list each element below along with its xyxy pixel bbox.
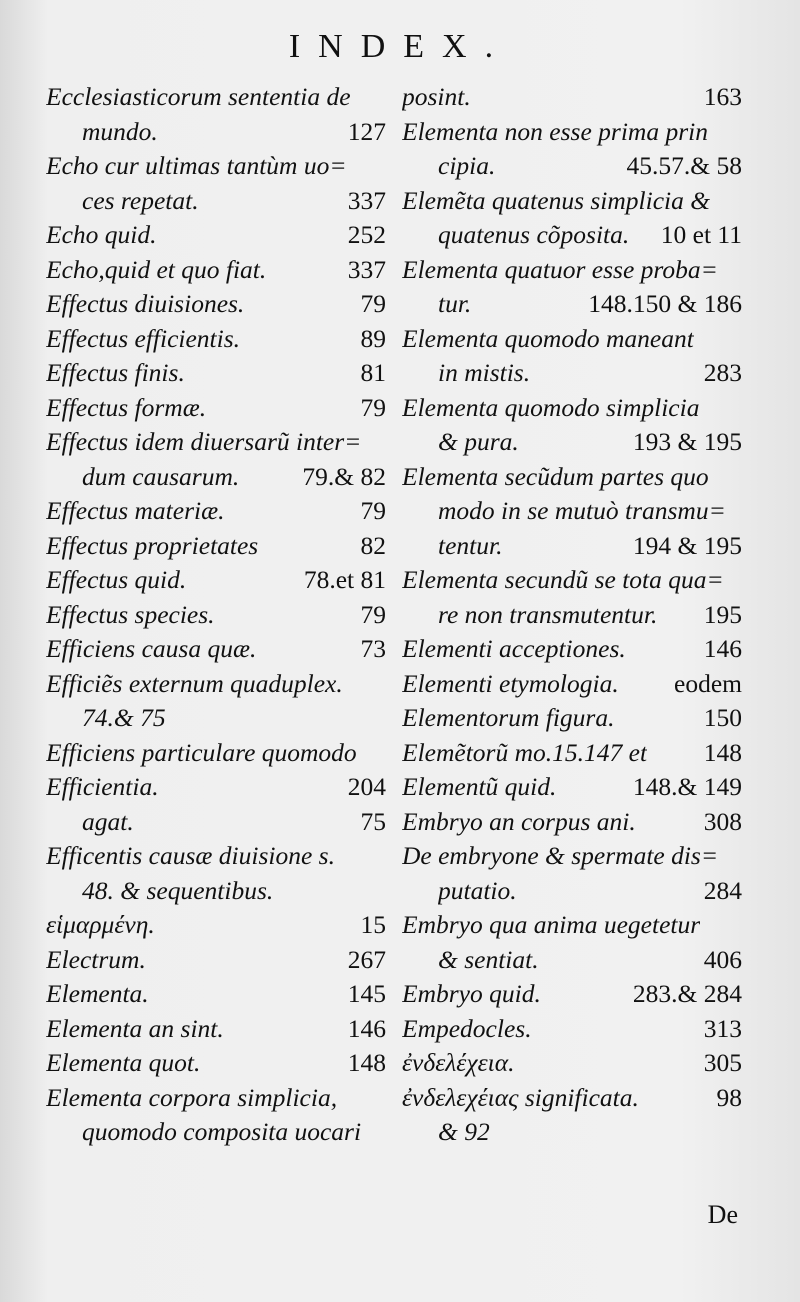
index-entry <box>402 770 742 805</box>
entry-text: & 92 <box>438 1117 490 1146</box>
index-entry <box>46 943 386 978</box>
index-entry <box>46 1046 386 1081</box>
entry-text: Ecclesiasticorum sententia de <box>46 82 351 111</box>
entry-text: εἱμαρμένη. <box>46 910 155 939</box>
entry-page: 45.57.& 58 <box>626 151 742 180</box>
entry-page: 79.& 82 <box>302 461 386 491</box>
index-entry <box>46 80 386 115</box>
index-entry <box>402 598 742 633</box>
entry-page: 193 & 195 <box>632 427 742 456</box>
index-entry <box>46 805 386 840</box>
entry-page: 15 <box>360 910 386 939</box>
index-entry <box>46 736 386 771</box>
entry-page: 73 <box>360 634 386 663</box>
entry-page: 195 <box>703 599 742 629</box>
entry-page: 313 <box>703 1013 742 1043</box>
entry-page: 146 <box>347 1013 386 1043</box>
entry-page: 308 <box>703 806 742 836</box>
index-entry <box>46 391 386 426</box>
entry-text: quatenus cõposita. <box>438 220 630 249</box>
index-entry <box>46 874 386 909</box>
entry-page: 81 <box>360 358 386 387</box>
index-entry <box>46 667 386 702</box>
index-entry <box>402 494 742 529</box>
entry-text: tur. <box>438 289 472 318</box>
entry-text: De embryone & spermate dis= <box>402 841 719 870</box>
entry-text: Echo quid. <box>46 220 157 249</box>
entry-text: Elementa an sint. <box>46 1013 224 1043</box>
entry-text: Empedocles. <box>402 1013 532 1043</box>
entry-page: 194 & 195 <box>632 530 742 560</box>
entry-text: tentur. <box>438 530 503 560</box>
entry-text: Elementa secũdum partes quo <box>402 461 709 491</box>
entry-text: Echo cur ultimas tantùm uo= <box>46 151 347 180</box>
entry-page: 78.et 81 <box>303 565 386 594</box>
index-entry <box>402 908 742 943</box>
entry-text: Effectus idem diuersarũ inter= <box>46 427 362 456</box>
entry-text: re non transmutentur. <box>438 599 658 629</box>
entry-text: Efficiens particulare quomodo <box>46 737 357 767</box>
index-entry <box>46 115 386 150</box>
index-entry <box>46 770 386 805</box>
index-entry <box>402 287 742 322</box>
entry-text: Elementa secundũ se tota qua= <box>402 565 724 594</box>
entry-page: 406 <box>703 944 742 974</box>
entry-page: 148.150 & 186 <box>588 289 742 318</box>
entry-text: ces repetat. <box>82 185 199 215</box>
entry-page: 337 <box>347 185 386 215</box>
entry-page: 82 <box>360 530 386 560</box>
index-entry <box>46 1081 386 1116</box>
entry-text: Elementa non esse prima prin <box>402 116 708 146</box>
index-entry <box>46 184 386 219</box>
entry-text: Effectus efficientis. <box>46 323 241 353</box>
right-column <box>402 80 742 1150</box>
entry-text: Embryo an corpus ani. <box>402 806 636 836</box>
entry-page: 79 <box>360 289 386 318</box>
entry-text: Efficentis causæ diuisione s. <box>46 841 335 870</box>
entry-text: 74.& 75 <box>82 703 166 732</box>
entry-text: Elementi etymologia. <box>402 668 619 698</box>
entry-text: & sentiat. <box>438 944 539 974</box>
entry-text: Elemẽta quatenus simplicia & <box>402 185 711 215</box>
entry-text: 48. & sequentibus. <box>82 875 274 905</box>
index-entry <box>402 218 742 253</box>
index-entry <box>46 149 386 184</box>
index-entry <box>402 943 742 978</box>
entry-text: Elementa corpora simplicia, <box>46 1082 338 1112</box>
entry-text: & pura. <box>438 427 519 456</box>
left-column <box>46 80 386 1150</box>
entry-page: 283 <box>703 358 742 387</box>
index-entry <box>402 667 742 702</box>
page-title: INDEX. <box>288 28 512 65</box>
entry-text: Effectus diuisiones. <box>46 289 245 318</box>
entry-text: ἐνδελέχεια. <box>402 1048 515 1077</box>
entry-text: Effectus finis. <box>46 358 185 387</box>
entry-text: Elementũ quid. <box>402 772 557 801</box>
entry-page: 305 <box>703 1048 742 1077</box>
entry-text: agat. <box>82 806 134 836</box>
index-entry <box>46 425 386 460</box>
entry-page: 148.& 149 <box>632 772 742 801</box>
index-entry <box>402 184 742 219</box>
index-entry <box>402 736 742 771</box>
index-entry <box>402 1115 742 1150</box>
entry-page: 283.& 284 <box>632 979 742 1008</box>
entry-page: 163 <box>703 82 742 111</box>
entry-text: Effectus species. <box>46 599 215 629</box>
index-entry <box>402 391 742 426</box>
entry-text: modo in se mutuò transmu= <box>438 496 726 525</box>
index-entry <box>46 1115 386 1150</box>
index-entry <box>402 115 742 150</box>
entry-text: Effectus formæ. <box>46 392 207 422</box>
index-entry <box>46 632 386 667</box>
entry-text: Elementa quomodo maneant <box>402 323 694 353</box>
index-entry <box>402 977 742 1012</box>
entry-page: 204 <box>347 772 386 801</box>
index-entry <box>402 425 742 460</box>
entry-page: 252 <box>347 220 386 249</box>
entry-text: Elementa quomodo simplicia <box>402 392 700 422</box>
index-entry <box>402 253 742 288</box>
index-entry <box>402 839 742 874</box>
entry-page: 127 <box>347 116 386 146</box>
entry-page: 148 <box>703 737 742 767</box>
entry-page: 79 <box>360 599 386 629</box>
entry-text: quomodo composita uocari <box>82 1117 362 1146</box>
index-entry <box>46 977 386 1012</box>
index-entry <box>402 701 742 736</box>
index-entry <box>402 1046 742 1081</box>
index-entry <box>402 529 742 564</box>
entry-page: eodem <box>674 668 742 698</box>
index-entry <box>402 460 742 495</box>
index-entry <box>46 598 386 633</box>
entry-text: Embryo qua anima uegetetur <box>402 910 701 939</box>
index-entry <box>46 253 386 288</box>
index-entry <box>402 563 742 598</box>
index-entry <box>402 632 742 667</box>
entry-text: Efficiens causa quæ. <box>46 634 257 663</box>
entry-text: mundo. <box>82 116 158 146</box>
index-entry <box>402 322 742 357</box>
entry-page: 79 <box>360 392 386 422</box>
entry-text: Elementi acceptiones. <box>402 634 626 663</box>
entry-page: 75 <box>360 806 386 836</box>
entry-text: dum causarum. <box>82 461 240 491</box>
entry-text: Efficientia. <box>46 772 159 801</box>
index-entry <box>46 356 386 391</box>
entry-page: 10 et 11 <box>660 220 742 249</box>
entry-text: Elementa quatuor esse proba= <box>402 254 718 284</box>
entry-text: Echo,quid et quo fiat. <box>46 254 267 284</box>
entry-text: ἐνδελεχέιας significata. <box>402 1082 639 1112</box>
index-entry <box>46 563 386 598</box>
index-entry <box>46 322 386 357</box>
entry-text: in mistis. <box>438 358 531 387</box>
index-entry <box>46 908 386 943</box>
entry-text: Effectus proprietates <box>46 530 259 560</box>
index-entry <box>46 839 386 874</box>
entry-page: 146 <box>703 634 742 663</box>
entry-page: 89 <box>360 323 386 353</box>
entry-text: Embryo quid. <box>402 979 541 1008</box>
index-entry <box>46 1012 386 1047</box>
catchword: De <box>707 1200 738 1229</box>
index-entry <box>402 1081 742 1116</box>
index-entry <box>46 701 386 736</box>
index-entry <box>402 80 742 115</box>
entry-text: Electrum. <box>46 944 146 974</box>
entry-page: 145 <box>347 979 386 1008</box>
entry-page: 284 <box>703 875 742 905</box>
entry-text: putatio. <box>438 875 517 905</box>
entry-page: 148 <box>347 1048 386 1077</box>
index-entry <box>402 805 742 840</box>
index-entry <box>46 529 386 564</box>
entry-text: Elementa. <box>46 979 149 1008</box>
entry-text: posint. <box>402 82 471 111</box>
entry-text: Effectus materiæ. <box>46 496 225 525</box>
index-entry <box>46 494 386 529</box>
entry-text: Efficiẽs externum quaduplex. <box>46 668 343 698</box>
entry-page: 337 <box>347 254 386 284</box>
entry-page: 150 <box>703 703 742 732</box>
index-entry <box>402 874 742 909</box>
index-entry <box>46 460 386 495</box>
entry-page: 79 <box>360 496 386 525</box>
entry-page: 98 <box>716 1082 742 1112</box>
entry-text: Elementorum figura. <box>402 703 615 732</box>
index-entry <box>402 149 742 184</box>
index-entry <box>402 1012 742 1047</box>
entry-text: Elementa quot. <box>46 1048 201 1077</box>
index-entry <box>46 218 386 253</box>
entry-text: Elemẽtorũ mo.15.147 et <box>402 737 648 767</box>
entry-text: Effectus quid. <box>46 565 187 594</box>
index-entry <box>46 287 386 322</box>
index-entry <box>402 356 742 391</box>
entry-page: 267 <box>347 944 386 974</box>
entry-text: cipia. <box>438 151 496 180</box>
